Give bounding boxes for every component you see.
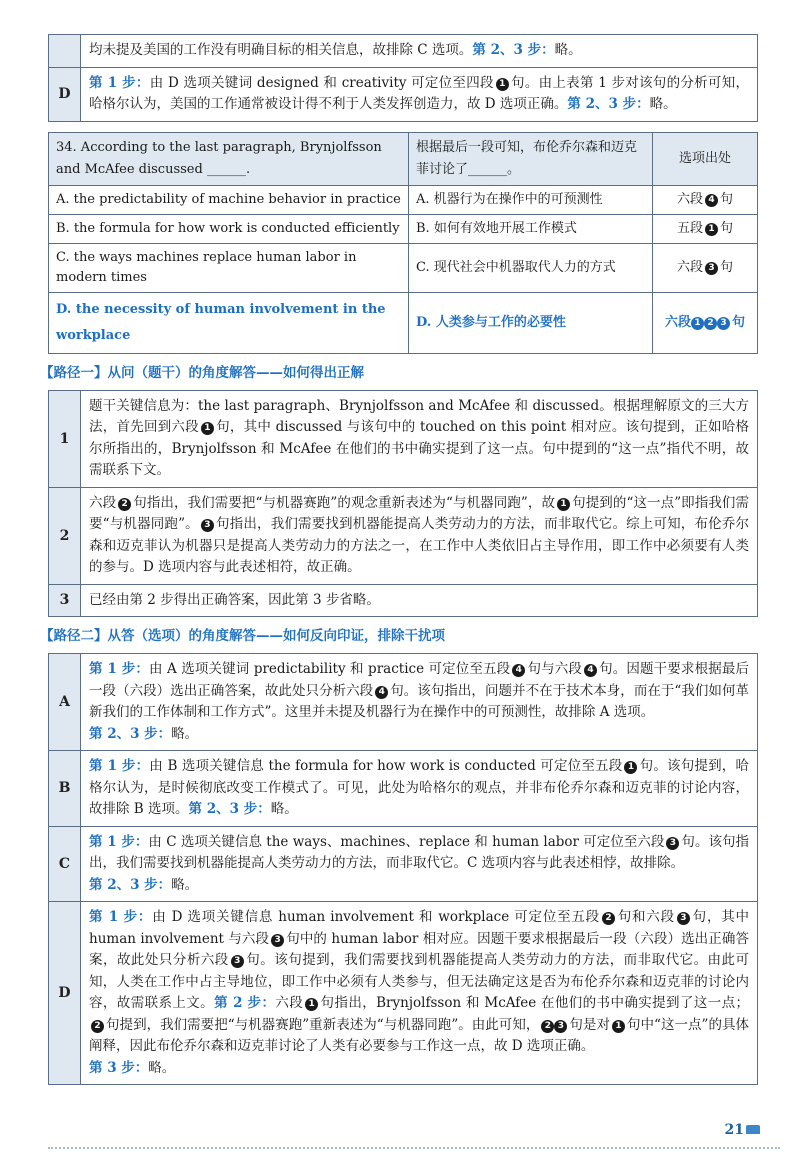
sentence-number-icon: 3 bbox=[705, 262, 718, 275]
table-row bbox=[49, 35, 758, 68]
text: 句是对 bbox=[569, 1016, 610, 1033]
text: 句，其中 discussed 与该句中的 touched on this point 相对应。该句提到，正如哈格尔所指出的，Brynjolfsson 和 McAfee 在他们的书中确实提到了这一点。句中提到的“这一点”指代不明，故需联系下文。 bbox=[89, 419, 749, 478]
sentence-number-icon: 2 bbox=[91, 1020, 104, 1033]
text: 略。 bbox=[554, 42, 582, 58]
text: 句 bbox=[732, 314, 746, 330]
sentence-number-icon: 4 bbox=[375, 686, 388, 699]
option-source bbox=[653, 214, 758, 243]
sentence-number-icon: 3 bbox=[677, 912, 690, 925]
text: 略。 bbox=[171, 876, 199, 893]
text: 句。该句指出，我们需要找到机器能提高人类劳动力的方法，而非取代它。C 选项内容与此表述相悖，故排除。 bbox=[89, 833, 750, 871]
option-row bbox=[49, 214, 758, 243]
text: 六段 bbox=[676, 259, 703, 275]
step-label: 第 1 步： bbox=[89, 74, 150, 91]
table-header-row bbox=[49, 132, 758, 185]
page-number bbox=[725, 1122, 760, 1138]
option-zh: C. 现代社会中机器取代人力的方式 bbox=[409, 243, 653, 292]
path-one-title: 【路径一】从问（题干）的角度解答——如何得出正解 bbox=[40, 364, 364, 381]
text: 句中的 human labor 相对应。因题干要求根据最后一段（六段）选出正确答案，故此处只分析六段 bbox=[89, 930, 749, 968]
sentence-number-icon: 1 bbox=[612, 1020, 625, 1033]
row-text bbox=[81, 654, 758, 751]
question-34-table bbox=[48, 132, 758, 354]
option-zh: B. 如何有效地开展工作模式 bbox=[409, 214, 653, 243]
question-zh: 根据最后一段可知，布伦乔尔森和迈克菲讨论了______。 bbox=[409, 132, 653, 185]
text: 由 C 选项关键信息 the ways、machines、replace 和 human labor 可定位至六段 bbox=[148, 833, 665, 850]
step-label: 第 2、3 步： bbox=[472, 42, 555, 58]
text: 句指出，我们需要找到机器能提高人类劳动力的方法，而非取代它。综上可知，布伦乔尔森和迈克菲认为机器只是提高人类劳动力的方法之一，在工作中人类依旧占主导作用，即工作中必须要有人类的参与。D 选项内容与此表述相符，故正确。 bbox=[89, 516, 749, 575]
row-text bbox=[81, 826, 758, 902]
text: 句。该句指出，问题并不在于技术本身，而在于“我们如何革新我们的工作体制和工作方式”。这里并未提及机器行为在操作中的可预测性，故排除 A 选项。 bbox=[89, 682, 750, 720]
text: 句。由上表第 1 步对该句的分析可知，哈格尔认为，美国的工作通常被设计得不利于人类发挥创造力，故 D 选项正确。 bbox=[89, 74, 749, 112]
source-header: 选项出处 bbox=[653, 132, 758, 185]
text: 句。该句提到，哈格尔认为，是时候彻底改变工作模式了。可见，此处为哈格尔的观点，并非布伦乔尔森和迈克菲的讨论内容，故排除 B 选项。 bbox=[89, 758, 749, 817]
table-row bbox=[49, 826, 758, 902]
text: 句 bbox=[720, 259, 734, 275]
table-row bbox=[49, 390, 758, 487]
option-row-correct bbox=[49, 292, 758, 353]
sentence-number-icon: 3 bbox=[717, 317, 730, 330]
option-row bbox=[49, 185, 758, 214]
option-zh: D. 人类参与工作的必要性 bbox=[409, 292, 653, 353]
step-label: 第 2 步： bbox=[214, 995, 276, 1011]
question-en: 34. According to the last paragraph, Brynjolfsson and McAfee discussed ______. bbox=[49, 132, 409, 185]
option-en: B. the formula for how work is conducted efficiently bbox=[49, 214, 409, 243]
path-two-table bbox=[48, 653, 758, 1085]
row-text: 已经由第 2 步得出正确答案，因此第 3 步省略。 bbox=[81, 584, 758, 617]
step-label: 第 2、3 步： bbox=[89, 725, 172, 742]
table-row bbox=[49, 584, 758, 617]
text: 句。因题干要求根据最后一段（六段）选出正确答案，故此处只分析六段 bbox=[89, 661, 750, 699]
table-row bbox=[49, 751, 758, 827]
row-text bbox=[81, 902, 758, 1085]
row-label: 3 bbox=[49, 584, 81, 617]
step-label: 第 2、3 步： bbox=[567, 96, 650, 112]
option-source bbox=[653, 185, 758, 214]
table-row bbox=[49, 487, 758, 584]
sentence-number-icon: 1 bbox=[705, 223, 718, 236]
sentence-number-icon: 3 bbox=[201, 519, 214, 532]
row-label: B bbox=[49, 751, 81, 827]
row-text bbox=[81, 67, 758, 121]
text: 句 bbox=[720, 220, 734, 236]
sentence-number-icon: 4 bbox=[705, 194, 718, 207]
text: 由 A 选项关键词 predictability 和 practice 可定位至五段 bbox=[148, 661, 511, 677]
text: 均未提及美国的工作没有明确目标的相关信息，故排除 C 选项。 bbox=[89, 42, 473, 58]
text: 句和六段 bbox=[616, 909, 675, 925]
text: 句 bbox=[720, 191, 734, 207]
text: 句中“这一点”的具体阐释，因此布伦乔尔森和迈克菲讨论了人类有必要参与工作这一点，故 D 选项正确。 bbox=[89, 1016, 750, 1054]
text: 由 B 选项关键信息 the formula for how work is conducted 可定位至五段 bbox=[149, 758, 623, 774]
sentence-number-icon: 3 bbox=[554, 1020, 567, 1033]
option-en: D. the necessity of human involvement in the workplace bbox=[49, 292, 409, 353]
text: 句指出，Brynjolfsson 和 McAfee 在他们的书中确实提到了这一点； bbox=[320, 995, 750, 1011]
row-text bbox=[81, 751, 758, 827]
row-text bbox=[81, 35, 758, 68]
sentence-number-icon: 1 bbox=[557, 498, 570, 511]
sentence-number-icon: 3 bbox=[666, 837, 679, 850]
step-label: 第 2、3 步： bbox=[89, 876, 172, 893]
path-two-title: 【路径二】从答（选项）的角度解答——如何反向印证，排除干扰项 bbox=[40, 628, 445, 644]
sentence-number-icon: 1 bbox=[201, 422, 214, 435]
sentence-number-icon: 1 bbox=[496, 78, 509, 91]
table-row bbox=[49, 654, 758, 751]
sentence-number-icon: 1 bbox=[305, 998, 318, 1011]
row-label bbox=[49, 35, 81, 68]
text: 句。该句提到，我们需要找到机器能提高人类劳动力的方法，而非取代它。由此可知，人类在工作中占主导地位，即工作中必须有人类参与，但无法确定这是否为布伦乔尔森和迈克菲的讨论内容，故需联系上文。 bbox=[89, 952, 750, 1011]
row-text bbox=[81, 390, 758, 487]
sentence-number-icon: 4 bbox=[584, 664, 597, 677]
option-en: C. the ways machines replace human labor in modern times bbox=[49, 243, 409, 292]
step-label: 第 1 步： bbox=[89, 661, 149, 677]
book-icon bbox=[746, 1125, 760, 1134]
table-row bbox=[49, 67, 758, 121]
text: 略。 bbox=[148, 1059, 176, 1076]
step-label: 第 1 步： bbox=[89, 909, 153, 925]
step-label: 第 1 步： bbox=[89, 758, 150, 774]
top-analysis-table bbox=[48, 34, 758, 122]
text: 题干关键信息为：the last paragraph、Brynjolfsson and McAfee 和 discussed。根据理解原文的三大方法，首先回到六段 bbox=[89, 397, 749, 435]
text: 由 D 选项关键信息 human involvement 和 workplace 可定位至五段 bbox=[152, 909, 600, 925]
row-label: D bbox=[49, 67, 81, 121]
sentence-number-icon: 2 bbox=[602, 912, 615, 925]
row-label: D bbox=[49, 902, 81, 1085]
footer-divider bbox=[48, 1147, 780, 1149]
row-label: 1 bbox=[49, 390, 81, 487]
option-source bbox=[653, 292, 758, 353]
path-one-table bbox=[48, 390, 758, 618]
text: 句提到的“这一点”即指我们需要“与机器同跑”。 bbox=[89, 494, 750, 532]
option-zh: A. 机器行为在操作中的可预测性 bbox=[409, 185, 653, 214]
text: 句与六段 bbox=[527, 661, 582, 677]
sentence-number-icon: 1 bbox=[691, 317, 704, 330]
text: 六段 bbox=[275, 995, 304, 1011]
sentence-number-icon: 3 bbox=[231, 955, 244, 968]
text: 略。 bbox=[171, 725, 199, 742]
text: 六段 bbox=[664, 314, 691, 330]
row-label: A bbox=[49, 654, 81, 751]
sentence-number-icon: 3 bbox=[271, 934, 284, 947]
sentence-number-icon: 2 bbox=[704, 317, 717, 330]
option-en: A. the predictability of machine behavior in practice bbox=[49, 185, 409, 214]
sentence-number-icon: 4 bbox=[512, 664, 525, 677]
row-label: C bbox=[49, 826, 81, 902]
text: 句，其中 human involvement 与六段 bbox=[89, 909, 750, 947]
option-row bbox=[49, 243, 758, 292]
option-source bbox=[653, 243, 758, 292]
text: 略。 bbox=[649, 96, 677, 112]
text: 六段 bbox=[89, 494, 117, 511]
step-label: 第 2、3 步： bbox=[188, 801, 271, 817]
text: 略。 bbox=[270, 801, 298, 817]
step-label: 第 3 步： bbox=[89, 1059, 149, 1076]
page-content bbox=[40, 0, 758, 1085]
text: 由 D 选项关键词 designed 和 creativity 可定位至四段 bbox=[149, 74, 494, 91]
text: 六段 bbox=[676, 191, 703, 207]
sentence-number-icon: 1 bbox=[624, 761, 637, 774]
text: 句提到，我们需要把“与机器赛跑”重新表述为“与机器同跑”。由此可知， bbox=[106, 1016, 540, 1033]
sentence-number-icon: 2 bbox=[118, 498, 131, 511]
sentence-number-icon: 2 bbox=[541, 1020, 554, 1033]
row-label: 2 bbox=[49, 487, 81, 584]
table-row bbox=[49, 902, 758, 1085]
text: 句指出，我们需要把“与机器赛跑”的观念重新表述为“与机器同跑”，故 bbox=[133, 494, 556, 511]
step-label: 第 1 步： bbox=[89, 833, 149, 850]
row-text bbox=[81, 487, 758, 584]
text: 五段 bbox=[676, 220, 703, 236]
page-number-text: 21 bbox=[724, 1122, 744, 1138]
